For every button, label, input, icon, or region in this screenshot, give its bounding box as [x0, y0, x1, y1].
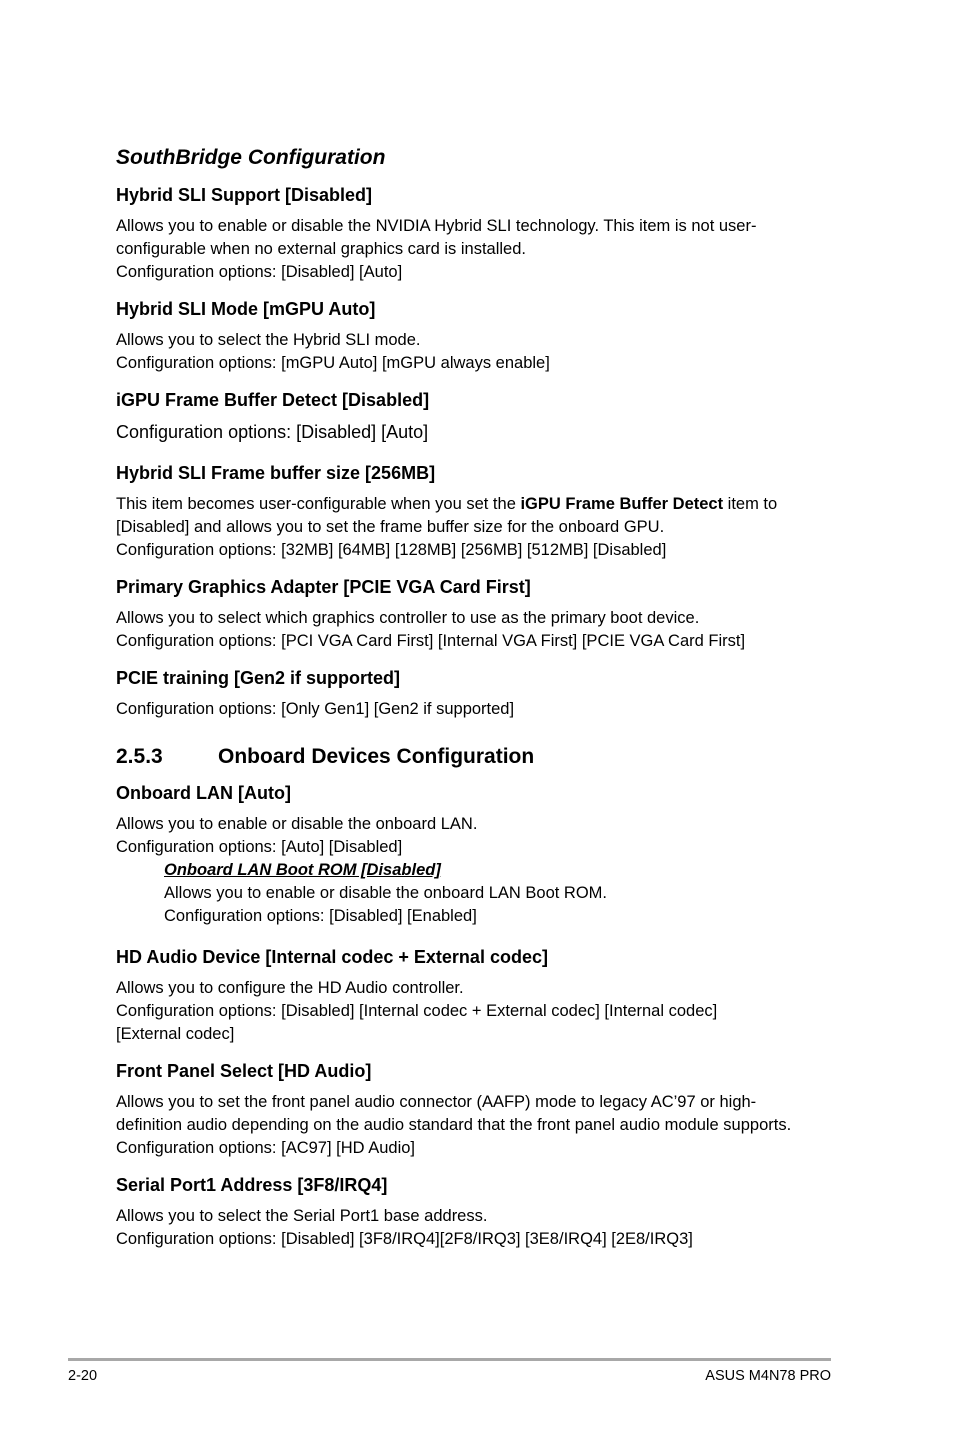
item-text: Configuration options: [Disabled] [Internal codec + External codec] [Internal codec]: [116, 1002, 718, 1020]
item-text: Allows you to configure the HD Audio controller.: [116, 979, 464, 997]
subitem-onboard-lan-boot-rom: [164, 859, 836, 928]
item-text-bold: iGPU Frame Buffer Detect: [520, 495, 724, 513]
item-text: Allows you to enable or disable the NVIDIA Hybrid SLI technology. This item is not user-: [116, 217, 757, 235]
item-heading: HD Audio Device [Internal codec + External codec]: [116, 947, 548, 967]
subitem-text: Configuration options: [Disabled] [Enabled]: [164, 907, 477, 925]
southbridge-title: SouthBridge Configuration: [116, 146, 386, 169]
item-text: Configuration options: [32MB] [64MB] [128MB] [256MB] [512MB] [Disabled]: [116, 541, 667, 559]
item-text-pre: This item becomes user-configurable when you set the: [116, 495, 521, 513]
item-heading: Hybrid SLI Frame buffer size [256MB]: [116, 463, 436, 483]
item-text: Configuration options: [mGPU Auto] [mGPU always enable]: [116, 354, 550, 372]
item-hybrid-sli-frame-buffer-size: [116, 462, 836, 562]
footer-divider: [68, 1358, 831, 1361]
product-name: ASUS M4N78 PRO: [705, 1368, 831, 1384]
item-text: Allows you to select the Serial Port1 base address.: [116, 1207, 488, 1225]
item-text: Configuration options: [Auto] [Disabled]: [116, 838, 403, 856]
item-text: Allows you to set the front panel audio connector (AAFP) mode to legacy AC’97 or high-: [116, 1093, 757, 1111]
item-serial-port1-address: [116, 1174, 836, 1251]
item-text: Configuration options: [AC97] [HD Audio]: [116, 1139, 416, 1157]
subitem-text: Allows you to enable or disable the onboard LAN Boot ROM.: [164, 884, 608, 902]
item-hd-audio-device: [116, 946, 836, 1046]
item-text: [116, 493, 836, 516]
item-heading: Primary Graphics Adapter [PCIE VGA Card First]: [116, 577, 531, 597]
item-text: configurable when no external graphics card is installed.: [116, 240, 526, 258]
page-number: 2-20: [68, 1368, 98, 1384]
item-heading: PCIE training [Gen2 if supported]: [116, 668, 401, 688]
item-text: Configuration options: [Disabled] [Auto]: [116, 422, 429, 442]
item-text: Configuration options: [Only Gen1] [Gen2 if supported]: [116, 700, 515, 718]
item-heading: Front Panel Select [HD Audio]: [116, 1061, 372, 1081]
item-text: definition audio depending on the audio standard that the front panel audio module supports.: [116, 1116, 792, 1134]
item-front-panel-select: [116, 1060, 836, 1160]
page-content: [116, 144, 836, 1265]
item-heading: Serial Port1 Address [3F8/IRQ4]: [116, 1175, 388, 1195]
item-heading: Hybrid SLI Mode [mGPU Auto]: [116, 299, 376, 319]
item-text: Allows you to select the Hybrid SLI mode.: [116, 331, 421, 349]
item-text: Configuration options: [Disabled] [3F8/IRQ4][2F8/IRQ3] [3E8/IRQ4] [2E8/IRQ3]: [116, 1230, 693, 1248]
item-heading: Hybrid SLI Support [Disabled]: [116, 185, 373, 205]
item-pcie-training: [116, 667, 836, 721]
subitem-heading: Onboard LAN Boot ROM [Disabled]: [164, 861, 441, 879]
item-primary-graphics-adapter: [116, 576, 836, 653]
item-hybrid-sli-support: [116, 184, 836, 284]
item-text: Configuration options: [Disabled] [Auto]: [116, 263, 403, 281]
item-text: [External codec]: [116, 1025, 235, 1043]
item-text: Allows you to select which graphics controller to use as the primary boot device.: [116, 609, 700, 627]
item-text: Allows you to enable or disable the onboard LAN.: [116, 815, 478, 833]
item-text: Configuration options: [PCI VGA Card First] [Internal VGA First] [PCIE VGA Card First]: [116, 632, 746, 650]
item-heading: iGPU Frame Buffer Detect [Disabled]: [116, 390, 430, 410]
section-title: Onboard Devices Configuration: [218, 745, 535, 768]
item-text: [Disabled] and allows you to set the frame buffer size for the onboard GPU.: [116, 518, 665, 536]
section-heading: [116, 743, 836, 771]
section-number: 2.5.3: [116, 745, 163, 768]
item-hybrid-sli-mode: [116, 298, 836, 375]
item-text-post: item to: [723, 495, 778, 513]
item-onboard-lan: [116, 782, 836, 928]
item-igpu-frame-buffer-detect: [116, 389, 836, 444]
item-heading: Onboard LAN [Auto]: [116, 783, 291, 803]
